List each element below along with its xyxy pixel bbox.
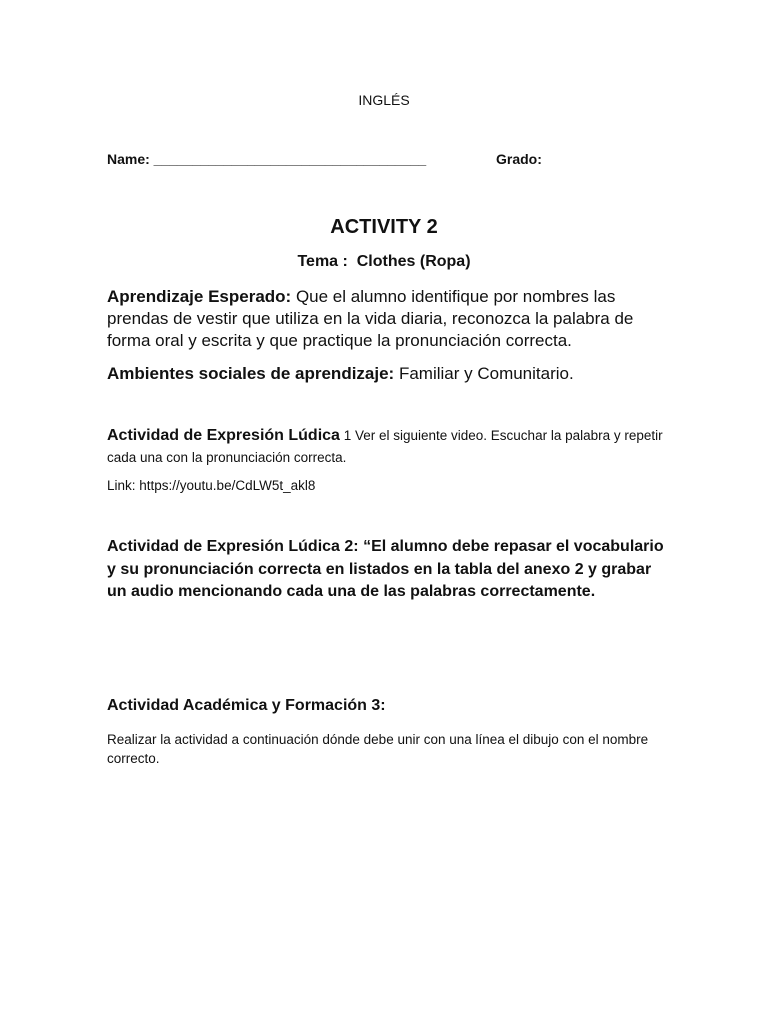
expected-learning-paragraph (107, 286, 667, 352)
social-environments-paragraph (107, 363, 667, 385)
video-link[interactable]: Link: https://youtu.be/CdLW5t_akl8 (107, 478, 316, 493)
name-field-label: Name: ___________________________________ (107, 151, 427, 167)
ludic-activity-1-text: 1 Ver el siguiente video. Escuchar la palabra y repetir cada una con la pronunciación correcta. (107, 428, 663, 465)
academic-activity-3-text: Realizar la actividad a continuación dónde debe unir con una línea el dibujo con el nombre correcto. (107, 732, 649, 766)
topic-heading: Tema : Clothes (Ropa) (297, 253, 471, 270)
social-environments-text: Familiar y Comunitario. (394, 364, 574, 383)
grado-field-label: Grado: (496, 151, 542, 167)
activity-title: ACTIVITY 2 (330, 216, 438, 238)
subject-heading: INGLÉS (358, 92, 410, 108)
ludic-activity-1-paragraph (107, 425, 667, 469)
academic-activity-3-title: Actividad Académica y Formación 3: (107, 697, 386, 714)
expected-learning-text: Que el alumno identifique por nombres las prendas de vestir que utiliza en la vida diaria, reconozca la palabra de forma oral y escrita y que practique la pronunciación correcta. (107, 287, 634, 350)
ludic-activity-1-label: Actividad de Expresión Lúdica (107, 427, 340, 444)
social-environments-label: Ambientes sociales de aprendizaje: (107, 364, 395, 383)
expected-learning-label: Aprendizaje Esperado: (107, 287, 292, 306)
ludic-activity-2-paragraph: Actividad de Expresión Lúdica 2: “El alumno debe repasar el vocabulario y su pronunciación correcta en listados en la tabla del anexo 2 y grabar un audio mencionando cada una de las palabras correctamente. (107, 538, 664, 600)
